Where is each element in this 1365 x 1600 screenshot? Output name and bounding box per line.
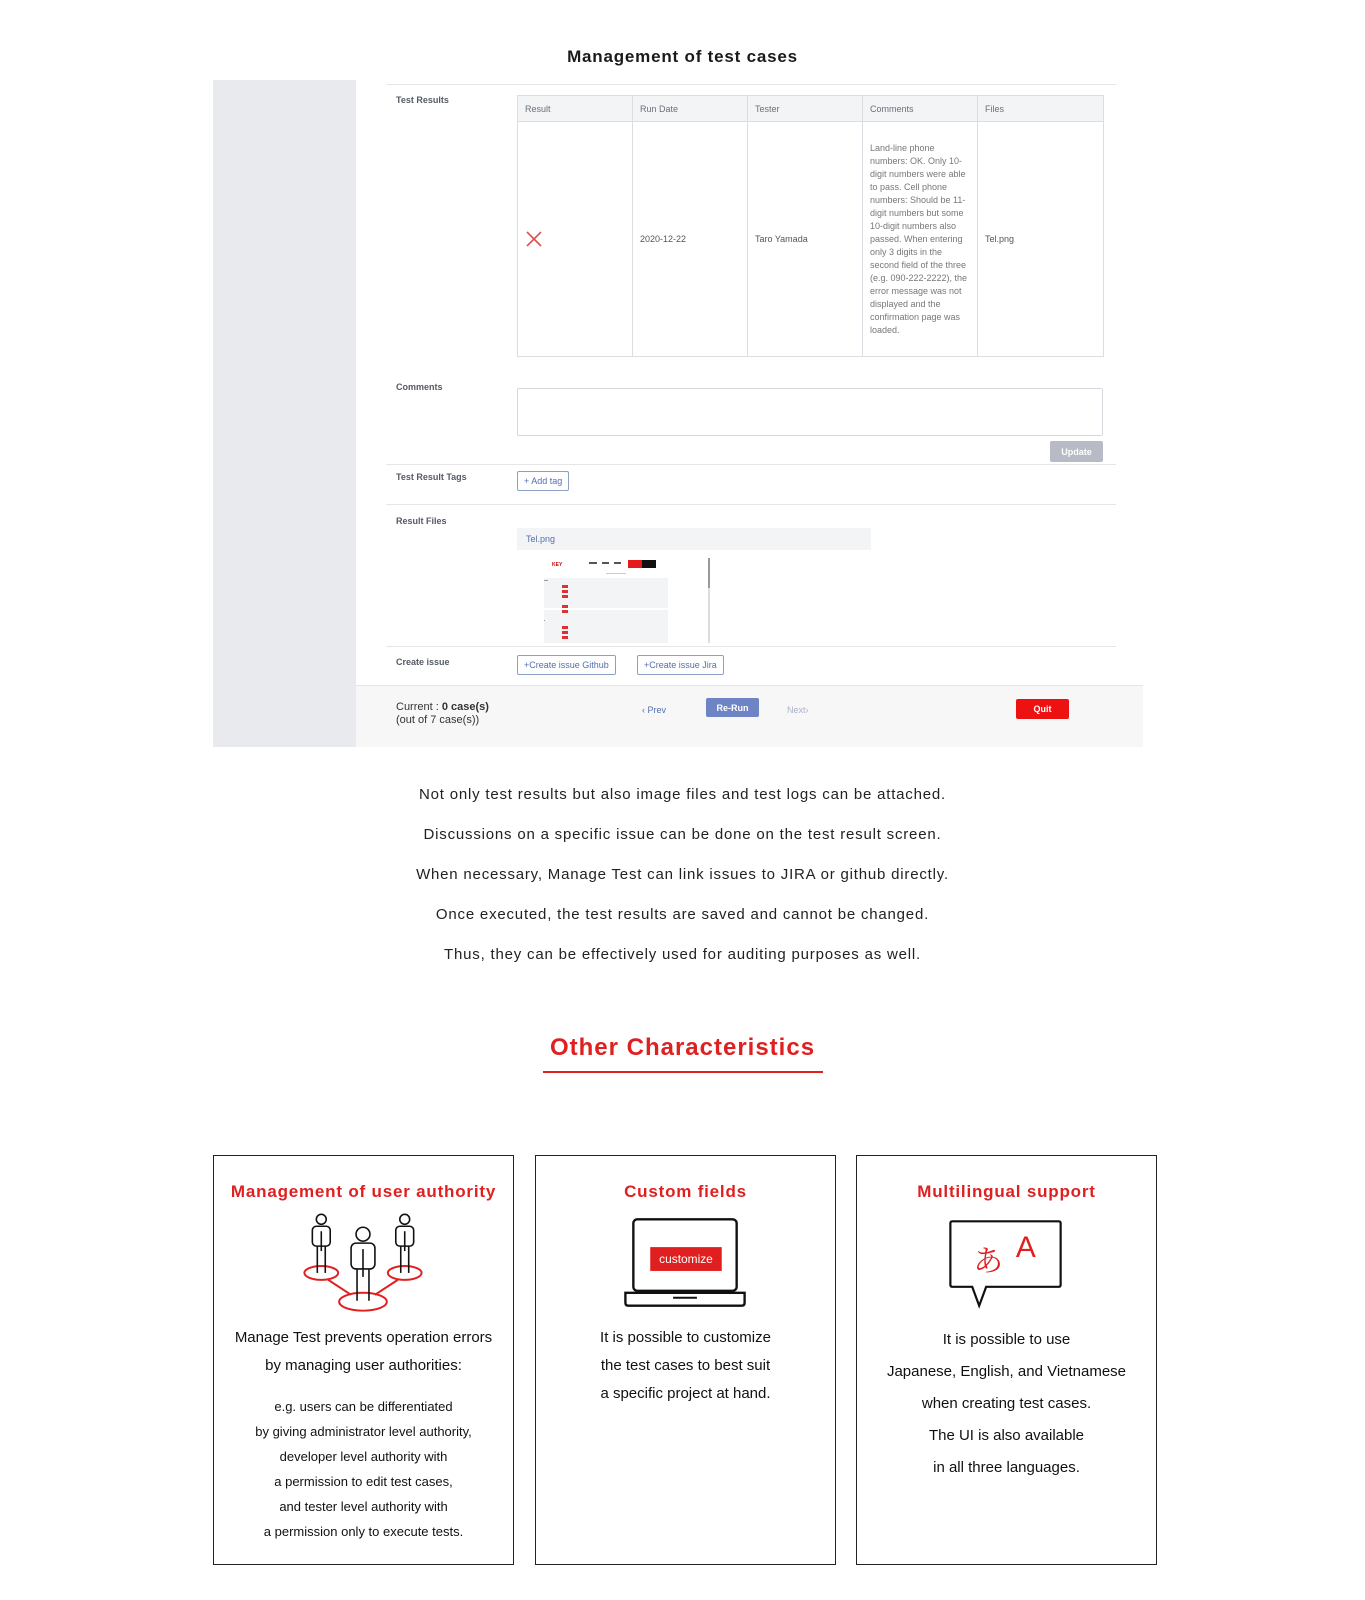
card-lead-line: by managing user authorities: xyxy=(265,1357,462,1374)
card-lead-line: when creating test cases. xyxy=(921,1395,1092,1412)
customize-text: customize xyxy=(659,1252,713,1267)
card-title: Multilingual support xyxy=(917,1182,1096,1201)
plus-icon: + xyxy=(524,660,530,670)
col-header-tester[interactable]: Tester xyxy=(748,96,863,122)
card-lead-line: a specific project at hand. xyxy=(600,1385,771,1402)
card-detail-line: a permission to edit test cases, xyxy=(274,1474,453,1489)
card-lead xyxy=(536,1324,835,1408)
card-title: Management of user authority xyxy=(230,1182,497,1201)
table-row xyxy=(518,122,1104,357)
description-line: Once executed, the test results are saved and cannot be changed. xyxy=(435,906,930,923)
title-underline xyxy=(543,1071,823,1073)
page-title: Management of test cases xyxy=(567,47,798,66)
cell-comments: Land-line phone numbers: OK. Only 10-digit numbers were able to pass. Cell phone numbers: Should be 11-digit numbers but some 10-digit numbers also passed. When entering only 3 digits in the second field of the three (e.g. 090-222-2222), the error message was not displayed and the confirmation page was loaded. xyxy=(863,122,978,357)
description-line: Discussions on a specific issue can be done on the test result screen. xyxy=(423,826,942,843)
svg-text:KEY: KEY xyxy=(552,562,563,568)
section-title-other-characteristics: Other Characteristics xyxy=(549,1034,816,1061)
col-header-result[interactable]: Result xyxy=(518,96,633,122)
create-issue-github-button[interactable] xyxy=(517,655,616,675)
cell-files[interactable]: Tel.png xyxy=(978,122,1104,357)
create-issue-github-label: Create issue Github xyxy=(529,660,609,670)
divider xyxy=(386,504,1116,505)
card-user-authority xyxy=(213,1155,514,1565)
execution-footer xyxy=(356,685,1143,747)
prev-button[interactable] xyxy=(642,705,666,715)
card-lead-line: Japanese, English, and Vietnamese xyxy=(886,1363,1127,1380)
top-divider xyxy=(386,84,1116,85)
add-tag-label: Add tag xyxy=(531,476,563,486)
divider xyxy=(386,464,1116,465)
card-lead-line: in all three languages. xyxy=(933,1459,1080,1476)
results-header-row xyxy=(518,96,1104,122)
rerun-button[interactable]: Re-Run xyxy=(706,698,759,717)
card-lead xyxy=(857,1324,1156,1484)
prev-label: Prev xyxy=(647,705,667,715)
card-detail xyxy=(214,1394,513,1544)
create-issue-jira-label: Create issue Jira xyxy=(649,660,717,670)
total-count: (out of 7 case(s)) xyxy=(396,714,480,726)
card-lead-line: It is possible to use xyxy=(942,1331,1071,1348)
app-sidebar xyxy=(213,80,356,747)
file-tab-tel-png[interactable]: Tel.png xyxy=(517,528,871,550)
current-progress xyxy=(396,701,489,727)
card-lead-line: Manage Test prevents operation errors xyxy=(234,1329,493,1346)
fail-x-icon xyxy=(525,230,543,248)
quit-button[interactable]: Quit xyxy=(1016,699,1069,719)
section-label-result-files: Result Files xyxy=(396,516,447,526)
card-custom-fields xyxy=(535,1155,836,1565)
cell-run-date: 2020-12-22 xyxy=(633,122,748,357)
card-multilingual xyxy=(856,1155,1157,1565)
card-detail-line: a permission only to execute tests. xyxy=(263,1524,464,1539)
cell-tester: Taro Yamada xyxy=(748,122,863,357)
update-button[interactable]: Update xyxy=(1050,441,1103,462)
card-lead-line: The UI is also available xyxy=(928,1427,1085,1444)
cell-result xyxy=(518,122,633,357)
col-header-run-date[interactable]: Run Date xyxy=(633,96,748,122)
comment-textarea[interactable] xyxy=(517,388,1103,436)
plus-icon: + xyxy=(524,476,532,486)
section-label-comments: Comments xyxy=(396,382,443,392)
next-label: Next xyxy=(787,705,806,715)
users-network-icon xyxy=(214,1211,513,1316)
current-count: 0 case(s) xyxy=(441,701,489,713)
speech-bubble-language-icon xyxy=(857,1211,1156,1316)
add-tag-button[interactable] xyxy=(517,471,569,491)
laptop-customize-icon xyxy=(536,1211,835,1316)
card-detail-line: e.g. users can be differentiated xyxy=(274,1399,453,1414)
preview-scrollbar[interactable] xyxy=(708,558,710,643)
card-title: Custom fields xyxy=(624,1182,747,1201)
divider xyxy=(386,646,1116,647)
section-label-tags: Test Result Tags xyxy=(396,472,467,482)
feature-description xyxy=(0,775,1365,975)
section-label-create-issue: Create issue xyxy=(396,657,450,667)
card-detail-line: developer level authority with xyxy=(279,1449,448,1464)
current-prefix: Current : xyxy=(396,701,442,713)
chevron-left-icon: ‹ xyxy=(642,705,648,715)
description-line: Thus, they can be effectively used for auditing purposes as well. xyxy=(444,946,921,963)
description-line: Not only test results but also image files and test logs can be attached. xyxy=(419,786,946,803)
card-lead-line: the test cases to best suit xyxy=(600,1357,771,1374)
card-lead-line: It is possible to customize xyxy=(600,1329,771,1346)
test-result-screenshot xyxy=(213,80,1143,747)
section-label-test-results: Test Results xyxy=(396,95,449,105)
results-table xyxy=(517,95,1104,357)
col-header-comments[interactable]: Comments xyxy=(863,96,978,122)
card-detail-line: and tester level authority with xyxy=(279,1499,448,1514)
create-issue-jira-button[interactable] xyxy=(637,655,724,675)
latin-a-glyph: A xyxy=(1015,1231,1036,1265)
chevron-right-icon: › xyxy=(805,705,809,715)
test-result-panel xyxy=(356,80,1143,747)
plus-icon: + xyxy=(644,660,650,670)
file-preview-thumbnail[interactable] xyxy=(544,558,702,643)
card-lead xyxy=(214,1324,513,1380)
col-header-files[interactable]: Files xyxy=(978,96,1104,122)
description-line: When necessary, Manage Test can link issues to JIRA or github directly. xyxy=(416,866,949,883)
next-button[interactable] xyxy=(787,705,809,715)
card-detail-line: by giving administrator level authority, xyxy=(255,1424,472,1439)
hiragana-a-glyph: あ xyxy=(973,1243,1004,1279)
